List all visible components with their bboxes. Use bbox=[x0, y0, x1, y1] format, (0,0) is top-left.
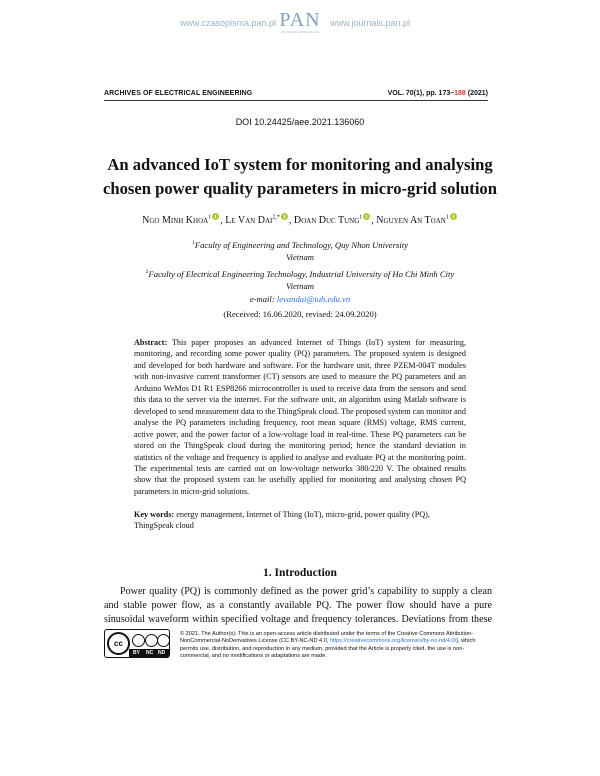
affiliation-2 bbox=[120, 266, 480, 292]
affiliation-sup: 2 bbox=[145, 269, 149, 275]
cc-license-icon[interactable] bbox=[104, 629, 170, 658]
keywords bbox=[134, 509, 466, 532]
orcid-icon[interactable] bbox=[281, 213, 288, 220]
by-label: BY bbox=[133, 650, 140, 656]
intro-paragraph: Power quality (PQ) is commonly defined as the power grid’s capability to supply a clean and stable power flow, as a constantly available PQ. The power flow should have a pure sinusoidal waveform within specified voltage and frequency tolerances. Deviations from these bbox=[104, 586, 492, 626]
banner-url-right[interactable]: www.journals.pan.pl bbox=[330, 18, 411, 28]
doi: DOI 10.24425/aee.2021.136060 bbox=[235, 117, 365, 127]
logo-text: PAN bbox=[279, 9, 321, 31]
keywords-text: energy management, Internet of Thing (IoT), micro-grid, power quality (PQ), ThingSpeak cloud bbox=[134, 510, 430, 531]
affiliation-line: Faculty of Engineering and Technology, Quy Nhon University bbox=[194, 239, 408, 250]
pan-logo bbox=[278, 9, 322, 34]
license-link[interactable]: https://creativecommons.org/licenses/by-nc-nd/4.0/ bbox=[329, 638, 457, 645]
affiliation-country: Vietnam bbox=[285, 280, 314, 291]
volume-prefix: VOL. 70(1), pp. 173– bbox=[387, 90, 455, 97]
header-rule bbox=[104, 100, 488, 101]
affiliation-sup: 1 bbox=[192, 240, 195, 246]
orcid-icon[interactable] bbox=[450, 213, 457, 220]
keywords-label: Key words: bbox=[134, 510, 175, 519]
author-sup: 1 bbox=[359, 214, 363, 221]
volume-info bbox=[388, 90, 488, 97]
license-text-before: © 2021. The Author(s). This is an open-access article distributed under the terms of the Creative Commons Attribution-NonCommercial-NoDerivatives License (CC BY-NC-ND 4.0, bbox=[180, 631, 474, 645]
abstract-label: Abstract: bbox=[134, 338, 168, 347]
nd-label: ND bbox=[158, 650, 166, 656]
author-name: Doan Duc Tung bbox=[293, 215, 360, 226]
license-text bbox=[180, 631, 490, 660]
received-dates: (Received: 16.06.2020, revised: 24.09.2020) bbox=[223, 309, 377, 319]
end-page-link[interactable]: 188 bbox=[454, 90, 466, 97]
email-link[interactable]: levandai@iuh.edu.vn bbox=[276, 294, 351, 304]
logo-subtext: POLSKA AKADEMIA NAUK bbox=[281, 30, 319, 34]
section-heading: 1. Introduction bbox=[263, 567, 337, 579]
cc-icon: cc bbox=[107, 632, 130, 655]
affiliation-line: Faculty of Electrical Engineering Technology, Industrial University of Ho Chi Minh City bbox=[148, 268, 455, 279]
license-text-after: ), which permits use, distribution, and reproduction in any medium, provided that the Article is properly cited, the use is non-commercial, and no modifications or adaptations are made. bbox=[180, 638, 476, 659]
orcid-icon[interactable] bbox=[212, 213, 219, 220]
author-sup: 2,* bbox=[272, 214, 280, 221]
orcid-icon[interactable] bbox=[363, 213, 370, 220]
author-name: Nguyen An Toan bbox=[376, 215, 446, 226]
author-name: Le Van Dai bbox=[225, 215, 273, 226]
person-icon bbox=[132, 634, 145, 647]
email-label: e-mail: bbox=[249, 294, 277, 304]
paper-title: An advanced IoT system for monitoring and analysing chosen power quality parameters in micro-grid solution bbox=[103, 155, 497, 198]
author-sup: 1 bbox=[445, 214, 449, 221]
affiliation-1 bbox=[120, 237, 480, 263]
author-list: Ngo Minh Khoa$^1$ , Le Van Dai$^{2,*}$ , Doan Duc Tung$^1$ , Nguyen An Toan$^1$ bbox=[0, 213, 600, 226]
author-name: Ngo Minh Khoa bbox=[142, 215, 209, 226]
author-sup: 1 bbox=[208, 214, 212, 221]
abstract-text: This paper proposes an advanced Internet of Things (IoT) system for measuring, monitoring, and recording some power quality (PQ) parameters. The proposed system is designed and developed for both hardware and software. For the hardware unit, three PZEM-004T modules with non-invasive current transformer (CT) sensors are used to measure the PQ parameters and an Arduino WeMos D1 R1 ESP8266 microcontroller is used to receive data from the sensors and send this data to the server via the internet. For the software unit, an algorithm using Matlab software is developed to send measurement data to the ThingSpeak cloud. The proposed system can monitor and analyse the PQ parameters including frequency, root mean square (RMS) voltage, RMS current, active power, and the power factor of a low-voltage load in real-time. These PQ parameters can be stored on the ThingSpeak cloud during the monitoring period; hence the standard deviation in statistics of the voltage and frequency is applied to analyse and evaluate PQ at the monitoring point. The experimental tests are carried out on low-voltage networks 380/220 V. The obtained results show that the proposed system can be usefully applied for monitoring and analysing chosen PQ parameters in micro-grid solutions. bbox=[134, 338, 467, 496]
journal-name: ARCHIVES OF ELECTRICAL ENGINEERING bbox=[104, 90, 253, 97]
email-line bbox=[0, 294, 600, 304]
banner-url-left[interactable]: www.czasopisma.pan.pl bbox=[180, 18, 277, 28]
noderivatives-icon bbox=[157, 634, 170, 647]
volume-year: (2021) bbox=[465, 90, 488, 97]
abstract bbox=[134, 337, 466, 497]
nc-label: NC bbox=[146, 650, 154, 656]
affiliation-country: Vietnam bbox=[285, 251, 314, 262]
